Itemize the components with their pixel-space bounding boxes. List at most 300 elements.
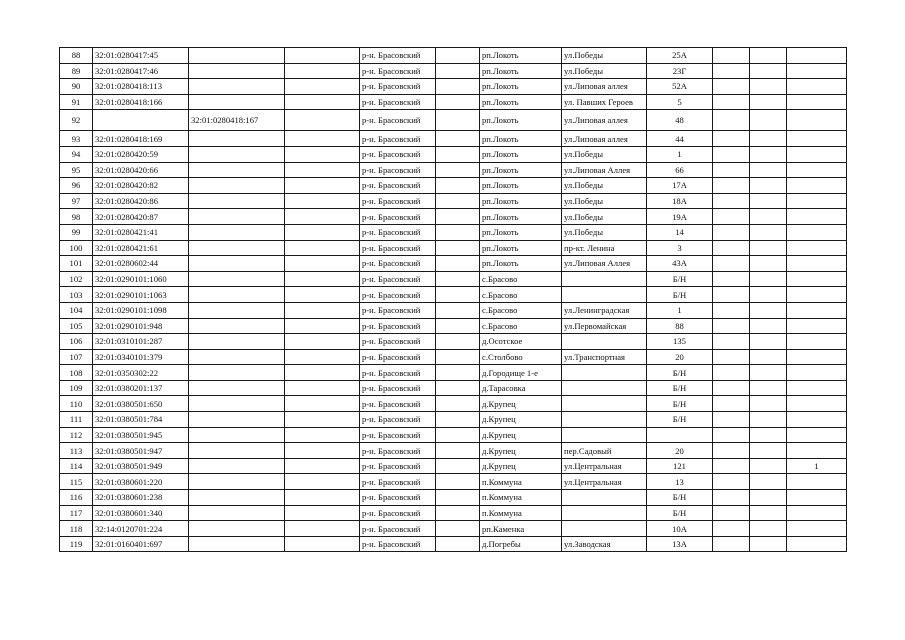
locality: д.Крупец (480, 443, 562, 459)
blank-cell (436, 287, 480, 303)
previous-cadastral-number (189, 178, 285, 194)
extra-value (787, 536, 847, 552)
row-number: 114 (60, 458, 93, 474)
blank-cell (713, 396, 750, 412)
cadastral-number: 32:01:0380501:650 (93, 396, 189, 412)
previous-cadastral-number (189, 302, 285, 318)
blank-cell (750, 412, 787, 428)
cadastral-number: 32:01:0280417:45 (93, 48, 189, 64)
blank-cell (436, 131, 480, 147)
blank-cell (436, 193, 480, 209)
locality: рп.Локоть (480, 240, 562, 256)
blank-cell (713, 162, 750, 178)
extra-value (787, 396, 847, 412)
blank-cell (285, 209, 360, 225)
house-number: Б/Н (647, 271, 713, 287)
row-number: 116 (60, 490, 93, 506)
street: ул.Победы (562, 209, 647, 225)
cadastral-number: 32:01:0340101:379 (93, 349, 189, 365)
property-register-table (59, 47, 847, 552)
street: ул.Победы (562, 178, 647, 194)
blank-cell (750, 162, 787, 178)
locality: с.Брасово (480, 302, 562, 318)
table-row (60, 162, 847, 178)
row-number: 102 (60, 271, 93, 287)
blank-cell (285, 349, 360, 365)
table-row (60, 94, 847, 110)
previous-cadastral-number (189, 443, 285, 459)
cadastral-number: 32:01:0380501:947 (93, 443, 189, 459)
district: р-н. Брасовский (360, 224, 436, 240)
extra-value (787, 178, 847, 194)
district: р-н. Брасовский (360, 458, 436, 474)
street: пр-кт. Ленина (562, 240, 647, 256)
blank-cell (285, 302, 360, 318)
district: р-н. Брасовский (360, 162, 436, 178)
extra-value (787, 193, 847, 209)
blank-cell (713, 505, 750, 521)
blank-cell (750, 505, 787, 521)
extra-value (787, 427, 847, 443)
district: р-н. Брасовский (360, 110, 436, 131)
blank-cell (713, 302, 750, 318)
extra-value (787, 271, 847, 287)
previous-cadastral-number (189, 162, 285, 178)
previous-cadastral-number: 32:01:0280418:167 (189, 110, 285, 131)
street: ул. Павших Героев (562, 94, 647, 110)
extra-value: 1 (787, 458, 847, 474)
street: ул.Липовая аллея (562, 131, 647, 147)
extra-value (787, 318, 847, 334)
blank-cell (750, 224, 787, 240)
blank-cell (285, 146, 360, 162)
house-number: Б/Н (647, 396, 713, 412)
street: ул.Победы (562, 224, 647, 240)
extra-value (787, 521, 847, 537)
street: ул.Победы (562, 63, 647, 79)
cadastral-number: 32:01:0350302:22 (93, 365, 189, 381)
blank-cell (713, 474, 750, 490)
cadastral-number: 32:01:0380501:945 (93, 427, 189, 443)
blank-cell (750, 63, 787, 79)
street (562, 427, 647, 443)
locality: д.Осотское (480, 334, 562, 350)
blank-cell (285, 162, 360, 178)
street: ул.Липовая аллея (562, 79, 647, 95)
row-number: 118 (60, 521, 93, 537)
locality: рп.Локоть (480, 256, 562, 272)
district: р-н. Брасовский (360, 380, 436, 396)
blank-cell (285, 490, 360, 506)
blank-cell (436, 474, 480, 490)
street (562, 365, 647, 381)
blank-cell (436, 396, 480, 412)
table-row (60, 287, 847, 303)
row-number: 89 (60, 63, 93, 79)
blank-cell (285, 271, 360, 287)
locality: д.Крупец (480, 427, 562, 443)
district: р-н. Брасовский (360, 396, 436, 412)
locality: д.Крупец (480, 458, 562, 474)
street (562, 334, 647, 350)
house-number: Б/Н (647, 365, 713, 381)
cadastral-number: 32:01:0280418:166 (93, 94, 189, 110)
street: ул.Победы (562, 193, 647, 209)
extra-value (787, 334, 847, 350)
district: р-н. Брасовский (360, 505, 436, 521)
locality: рп.Локоть (480, 193, 562, 209)
cadastral-number: 32:14:0120701:224 (93, 521, 189, 537)
cadastral-number: 32:01:0280420:82 (93, 178, 189, 194)
blank-cell (285, 458, 360, 474)
previous-cadastral-number (189, 256, 285, 272)
extra-value (787, 94, 847, 110)
table-row (60, 412, 847, 428)
blank-cell (436, 240, 480, 256)
extra-value (787, 224, 847, 240)
row-number: 94 (60, 146, 93, 162)
blank-cell (285, 521, 360, 537)
extra-value (787, 287, 847, 303)
blank-cell (713, 146, 750, 162)
blank-cell (713, 131, 750, 147)
district: р-н. Брасовский (360, 240, 436, 256)
previous-cadastral-number (189, 318, 285, 334)
district: р-н. Брасовский (360, 302, 436, 318)
table-row (60, 271, 847, 287)
previous-cadastral-number (189, 240, 285, 256)
locality: с.Столбово (480, 349, 562, 365)
locality: д.Крупец (480, 412, 562, 428)
blank-cell (285, 380, 360, 396)
previous-cadastral-number (189, 79, 285, 95)
street (562, 380, 647, 396)
blank-cell (713, 178, 750, 194)
extra-value (787, 490, 847, 506)
district: р-н. Брасовский (360, 146, 436, 162)
blank-cell (750, 146, 787, 162)
cadastral-number: 32:01:0280420:66 (93, 162, 189, 178)
cadastral-number: 32:01:0380601:340 (93, 505, 189, 521)
house-number: 44 (647, 131, 713, 147)
table-row (60, 365, 847, 381)
extra-value (787, 48, 847, 64)
extra-value (787, 349, 847, 365)
blank-cell (750, 240, 787, 256)
blank-cell (750, 287, 787, 303)
locality: п.Коммуна (480, 490, 562, 506)
house-number: Б/Н (647, 287, 713, 303)
house-number: 13А (647, 536, 713, 552)
table-row (60, 240, 847, 256)
blank-cell (750, 193, 787, 209)
blank-cell (436, 224, 480, 240)
blank-cell (436, 521, 480, 537)
previous-cadastral-number (189, 48, 285, 64)
previous-cadastral-number (189, 224, 285, 240)
previous-cadastral-number (189, 490, 285, 506)
previous-cadastral-number (189, 334, 285, 350)
blank-cell (750, 536, 787, 552)
street (562, 505, 647, 521)
house-number: 3 (647, 240, 713, 256)
row-number: 95 (60, 162, 93, 178)
street: ул.Транспортная (562, 349, 647, 365)
house-number: Б/Н (647, 490, 713, 506)
house-number: 10А (647, 521, 713, 537)
blank-cell (750, 110, 787, 131)
previous-cadastral-number (189, 146, 285, 162)
house-number: 66 (647, 162, 713, 178)
locality: с.Брасово (480, 271, 562, 287)
cadastral-number: 32:01:0280418:113 (93, 79, 189, 95)
blank-cell (750, 349, 787, 365)
blank-cell (436, 162, 480, 178)
blank-cell (436, 63, 480, 79)
previous-cadastral-number (189, 536, 285, 552)
cadastral-number: 32:01:0280420:59 (93, 146, 189, 162)
blank-cell (285, 287, 360, 303)
row-number: 112 (60, 427, 93, 443)
locality: рп.Локоть (480, 178, 562, 194)
house-number: 13 (647, 474, 713, 490)
blank-cell (285, 224, 360, 240)
district: р-н. Брасовский (360, 474, 436, 490)
street: ул.Заводская (562, 536, 647, 552)
cadastral-number: 32:01:0380501:784 (93, 412, 189, 428)
locality: рп.Локоть (480, 131, 562, 147)
cadastral-number: 32:01:0290101:1098 (93, 302, 189, 318)
house-number: 23Г (647, 63, 713, 79)
street: ул.Липовая Аллея (562, 162, 647, 178)
table-row (60, 79, 847, 95)
district: р-н. Брасовский (360, 63, 436, 79)
table-row (60, 380, 847, 396)
row-number: 101 (60, 256, 93, 272)
house-number: 14 (647, 224, 713, 240)
blank-cell (436, 412, 480, 428)
table-row (60, 349, 847, 365)
table-row (60, 334, 847, 350)
previous-cadastral-number (189, 365, 285, 381)
blank-cell (713, 536, 750, 552)
locality: рп.Локоть (480, 162, 562, 178)
extra-value (787, 365, 847, 381)
table-row (60, 146, 847, 162)
previous-cadastral-number (189, 521, 285, 537)
blank-cell (285, 79, 360, 95)
table-row (60, 178, 847, 194)
district: р-н. Брасовский (360, 94, 436, 110)
locality: д.Крупец (480, 396, 562, 412)
blank-cell (436, 302, 480, 318)
blank-cell (436, 536, 480, 552)
blank-cell (713, 193, 750, 209)
blank-cell (713, 521, 750, 537)
locality: п.Коммуна (480, 505, 562, 521)
table-row (60, 131, 847, 147)
blank-cell (436, 490, 480, 506)
extra-value (787, 131, 847, 147)
district: р-н. Брасовский (360, 178, 436, 194)
district: р-н. Брасовский (360, 349, 436, 365)
blank-cell (436, 209, 480, 225)
previous-cadastral-number (189, 380, 285, 396)
blank-cell (285, 412, 360, 428)
row-number: 103 (60, 287, 93, 303)
district: р-н. Брасовский (360, 48, 436, 64)
extra-value (787, 110, 847, 131)
street: ул.Липовая Аллея (562, 256, 647, 272)
row-number: 110 (60, 396, 93, 412)
previous-cadastral-number (189, 131, 285, 147)
house-number: 20 (647, 349, 713, 365)
district: р-н. Брасовский (360, 79, 436, 95)
district: р-н. Брасовский (360, 536, 436, 552)
district: р-н. Брасовский (360, 334, 436, 350)
cadastral-number: 32:01:0280602:44 (93, 256, 189, 272)
street: ул.Первомайская (562, 318, 647, 334)
house-number: 25А (647, 48, 713, 64)
street: ул.Победы (562, 146, 647, 162)
blank-cell (436, 458, 480, 474)
blank-cell (750, 490, 787, 506)
street (562, 271, 647, 287)
street (562, 490, 647, 506)
blank-cell (713, 427, 750, 443)
blank-cell (713, 380, 750, 396)
previous-cadastral-number (189, 94, 285, 110)
district: р-н. Брасовский (360, 365, 436, 381)
street: пер.Садовый (562, 443, 647, 459)
blank-cell (750, 302, 787, 318)
cadastral-number: 32:01:0280417:46 (93, 63, 189, 79)
blank-cell (750, 131, 787, 147)
blank-cell (285, 396, 360, 412)
district: р-н. Брасовский (360, 209, 436, 225)
extra-value (787, 162, 847, 178)
district: р-н. Брасовский (360, 193, 436, 209)
extra-value (787, 240, 847, 256)
previous-cadastral-number (189, 209, 285, 225)
house-number (647, 427, 713, 443)
blank-cell (285, 365, 360, 381)
table-row (60, 224, 847, 240)
street: ул.Центральная (562, 458, 647, 474)
blank-cell (750, 178, 787, 194)
blank-cell (436, 271, 480, 287)
locality: с.Брасово (480, 318, 562, 334)
cadastral-number: 32:01:0280421:61 (93, 240, 189, 256)
blank-cell (713, 240, 750, 256)
locality: д.Погребы (480, 536, 562, 552)
blank-cell (436, 94, 480, 110)
blank-cell (750, 209, 787, 225)
blank-cell (285, 94, 360, 110)
blank-cell (285, 131, 360, 147)
blank-cell (436, 79, 480, 95)
row-number: 99 (60, 224, 93, 240)
blank-cell (750, 380, 787, 396)
row-number: 109 (60, 380, 93, 396)
table-row (60, 427, 847, 443)
locality: д.Городище 1-е (480, 365, 562, 381)
house-number: 1 (647, 302, 713, 318)
street (562, 287, 647, 303)
district: р-н. Брасовский (360, 318, 436, 334)
blank-cell (713, 209, 750, 225)
extra-value (787, 443, 847, 459)
table-row (60, 256, 847, 272)
cadastral-number: 32:01:0380601:220 (93, 474, 189, 490)
row-number: 113 (60, 443, 93, 459)
table-row (60, 505, 847, 521)
previous-cadastral-number (189, 193, 285, 209)
previous-cadastral-number (189, 474, 285, 490)
house-number: 19А (647, 209, 713, 225)
extra-value (787, 380, 847, 396)
extra-value (787, 146, 847, 162)
locality: рп.Локоть (480, 94, 562, 110)
row-number: 117 (60, 505, 93, 521)
blank-cell (285, 536, 360, 552)
blank-cell (436, 334, 480, 350)
blank-cell (713, 334, 750, 350)
blank-cell (713, 256, 750, 272)
house-number: 48 (647, 110, 713, 131)
table-row (60, 536, 847, 552)
district: р-н. Брасовский (360, 271, 436, 287)
house-number: 20 (647, 443, 713, 459)
locality: рп.Локоть (480, 110, 562, 131)
house-number: 5 (647, 94, 713, 110)
district: р-н. Брасовский (360, 521, 436, 537)
table-row (60, 48, 847, 64)
blank-cell (750, 256, 787, 272)
locality: рп.Локоть (480, 146, 562, 162)
blank-cell (436, 256, 480, 272)
cadastral-number: 32:01:0290101:1063 (93, 287, 189, 303)
row-number: 119 (60, 536, 93, 552)
row-number: 115 (60, 474, 93, 490)
house-number: Б/Н (647, 380, 713, 396)
locality: рп.Каменка (480, 521, 562, 537)
house-number: 52А (647, 79, 713, 95)
street (562, 396, 647, 412)
blank-cell (436, 365, 480, 381)
previous-cadastral-number (189, 287, 285, 303)
previous-cadastral-number (189, 349, 285, 365)
blank-cell (750, 79, 787, 95)
blank-cell (285, 110, 360, 131)
row-number: 93 (60, 131, 93, 147)
blank-cell (750, 474, 787, 490)
blank-cell (750, 334, 787, 350)
blank-cell (713, 365, 750, 381)
extra-value (787, 505, 847, 521)
blank-cell (713, 412, 750, 428)
extra-value (787, 209, 847, 225)
district: р-н. Брасовский (360, 131, 436, 147)
table-row (60, 443, 847, 459)
locality: п.Коммуна (480, 474, 562, 490)
house-number: 135 (647, 334, 713, 350)
blank-cell (285, 505, 360, 521)
blank-cell (436, 110, 480, 131)
blank-cell (750, 365, 787, 381)
blank-cell (713, 79, 750, 95)
previous-cadastral-number (189, 271, 285, 287)
